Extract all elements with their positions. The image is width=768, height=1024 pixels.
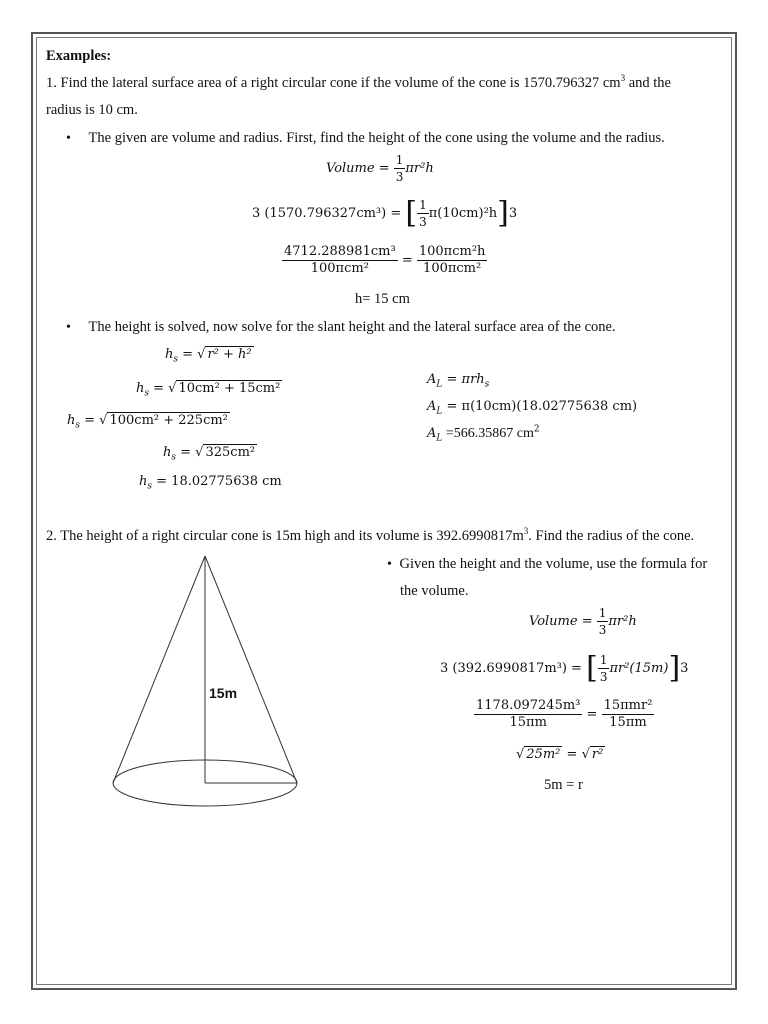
slant-lhs: h bbox=[139, 474, 148, 489]
area-lhs: A bbox=[427, 426, 437, 441]
p2-volume-formula bbox=[529, 605, 637, 638]
p1-result-h: h= 15 cm bbox=[355, 291, 410, 307]
p2-volume-rhs: πr²h bbox=[608, 614, 637, 629]
slant-eq-5 bbox=[139, 474, 282, 492]
slant-rad: 325cm² bbox=[205, 445, 256, 460]
p2-div-left-num: 1178.097245m³ bbox=[476, 698, 581, 713]
slant-eq: = bbox=[152, 474, 172, 489]
area-sup: 2 bbox=[533, 424, 540, 435]
p1-sub-inner: π(10cm)²h bbox=[428, 206, 498, 221]
cone-left-edge bbox=[113, 556, 205, 783]
p1-fraction-one-third bbox=[394, 152, 406, 185]
sqrt-icon: √ 25m² bbox=[516, 747, 561, 762]
area-sub: L bbox=[436, 379, 443, 390]
cone-height-label: 15m bbox=[209, 685, 238, 701]
p1-division bbox=[282, 244, 487, 277]
p2-sqrt-eq bbox=[516, 747, 605, 762]
problem1-line1-text: 1. Find the lateral surface area of a right circular cone if the volume of the cone is 1570.796327 cm bbox=[46, 75, 621, 91]
p1-div-left-num: 4712.288981cm³ bbox=[284, 244, 396, 259]
p2-sub-num: 1 bbox=[599, 653, 608, 667]
p2-div-right-num: 15πmr² bbox=[603, 698, 653, 713]
area-rhs: =566.35867 cm bbox=[442, 426, 534, 441]
slant-eq-1 bbox=[165, 347, 254, 365]
p1-sub-num: 1 bbox=[419, 198, 427, 212]
p1-div-left-den: 100πcm² bbox=[310, 261, 369, 276]
p1-sub-tail: 3 bbox=[508, 206, 518, 221]
p1-div-right-den: 100πcm² bbox=[423, 261, 482, 276]
left-bracket: [ bbox=[586, 650, 598, 686]
slant-eq: = bbox=[176, 445, 196, 460]
bullet-dot: • bbox=[387, 557, 392, 572]
p2-bullet-line2: the volume. bbox=[400, 583, 469, 599]
examples-heading: Examples: bbox=[46, 48, 112, 64]
p2-sub-tail: 3 bbox=[680, 661, 689, 676]
sqrt-icon: √ 10cm² + 15cm² bbox=[168, 381, 281, 396]
problem1-line1-end: and the bbox=[625, 75, 671, 91]
problem1-line1-sup: 3 bbox=[620, 73, 626, 84]
area-lhs: A bbox=[427, 372, 437, 387]
area-sub: L bbox=[436, 406, 443, 417]
p1-div-left bbox=[282, 244, 398, 277]
slant-sub: s bbox=[75, 420, 80, 431]
p2-frac-den: 3 bbox=[598, 623, 607, 637]
sqrt-icon: √ 100cm² + 225cm² bbox=[99, 413, 228, 428]
slant-lhs: h bbox=[67, 413, 76, 428]
p2-bullet-text: Given the height and the volume, use the formula for bbox=[399, 556, 708, 572]
slant-eq: = bbox=[149, 381, 169, 396]
equals-sign: = bbox=[401, 253, 413, 268]
p2-sub-inner: πr²(15m) bbox=[609, 661, 669, 676]
slant-eq-2 bbox=[136, 381, 282, 399]
p1-volume-rhs: πr²h bbox=[405, 161, 434, 176]
equals-sign: = bbox=[566, 747, 582, 762]
area-eq-1 bbox=[427, 372, 490, 390]
p2-substitution bbox=[440, 652, 688, 685]
area-eq-3 bbox=[427, 426, 540, 442]
bullet1-text: The given are volume and radius. First, find the height of the cone using the volume and the radius. bbox=[88, 130, 665, 146]
slant-rad: 100cm² + 225cm² bbox=[109, 413, 228, 428]
sqrt-icon: √ r² bbox=[581, 747, 604, 762]
area-rhs: = πrh bbox=[442, 372, 485, 387]
slant-lhs: h bbox=[165, 347, 174, 362]
problem2-line bbox=[46, 527, 694, 545]
bullet2-text: The height is solved, now solve for the slant height and the lateral surface area of the cone. bbox=[88, 319, 616, 335]
p2-fraction-one-third bbox=[597, 605, 609, 638]
slant-eq-4 bbox=[163, 445, 257, 463]
p2-sub-lhs: 3 (392.6990817m³) = bbox=[440, 661, 582, 676]
area-eq-2 bbox=[427, 399, 638, 417]
slant-rad: 10cm² + 15cm² bbox=[178, 381, 281, 396]
right-bracket: ] bbox=[668, 650, 681, 686]
p1-frac-den: 3 bbox=[395, 170, 404, 184]
slant-sub: s bbox=[147, 481, 152, 492]
equals-sign: = bbox=[586, 707, 598, 722]
sqrt-icon: √ 325cm² bbox=[195, 445, 256, 460]
problem2-end: . Find the radius of the cone. bbox=[528, 528, 695, 544]
problem1-line1 bbox=[46, 74, 671, 92]
p2-div-left-den: 15πm bbox=[509, 715, 547, 730]
p2-sub-den: 3 bbox=[599, 670, 608, 684]
problem1-line2: radius is 10 cm. bbox=[46, 102, 138, 118]
bullet1 bbox=[66, 129, 665, 148]
area-rhs-sub: s bbox=[484, 379, 490, 390]
p1-div-right bbox=[417, 244, 488, 277]
p2-div-left bbox=[474, 698, 582, 731]
slant-sub: s bbox=[173, 354, 178, 365]
sqrt-icon: √ r² + h² bbox=[197, 347, 252, 362]
area-sub: L bbox=[436, 433, 443, 444]
slant-lhs: h bbox=[136, 381, 145, 396]
cone-diagram bbox=[105, 550, 310, 810]
p1-div-right-num: 100πcm²h bbox=[418, 244, 486, 259]
p1-sub-lhs: 3 (1570.796327cm³) = bbox=[252, 206, 402, 221]
slant-sub: s bbox=[144, 388, 149, 399]
p1-volume-formula bbox=[326, 152, 434, 185]
problem2-sup: 3 bbox=[523, 526, 529, 537]
p2-bullet bbox=[387, 555, 707, 574]
p2-volume-lhs: Volume = bbox=[529, 614, 593, 629]
area-rhs: = π(10cm)(18.02775638 cm) bbox=[442, 399, 638, 414]
bullet-dot: • bbox=[66, 320, 71, 335]
right-bracket: ] bbox=[497, 195, 509, 231]
cone-right-edge bbox=[205, 556, 297, 783]
slant-eq-3 bbox=[67, 413, 230, 431]
p2-division bbox=[474, 698, 654, 731]
p2-sqrt-left: 25m² bbox=[526, 747, 561, 762]
p2-sub-fraction bbox=[598, 652, 610, 685]
slant-eq: = bbox=[178, 347, 198, 362]
p1-volume-lhs: Volume = bbox=[326, 161, 390, 176]
slant-rad: r² + h² bbox=[207, 347, 252, 362]
slant-sub: s bbox=[171, 452, 176, 463]
bullet-dot: • bbox=[66, 131, 71, 146]
p2-div-right-den: 15πm bbox=[609, 715, 647, 730]
area-lhs: A bbox=[427, 399, 437, 414]
p2-result-r: 5m = r bbox=[544, 777, 583, 793]
slant-lhs: h bbox=[163, 445, 172, 460]
p2-sqrt-right: r² bbox=[591, 747, 604, 762]
p1-sub-den: 3 bbox=[419, 215, 427, 229]
slant-value: 18.02775638 cm bbox=[171, 474, 282, 489]
p1-substitution bbox=[252, 197, 517, 230]
p1-frac-num: 1 bbox=[395, 153, 404, 167]
slant-eq: = bbox=[80, 413, 100, 428]
p2-div-right bbox=[602, 698, 655, 731]
left-bracket: [ bbox=[405, 195, 418, 231]
p2-frac-num: 1 bbox=[598, 606, 607, 620]
p1-sub-fraction bbox=[417, 197, 429, 230]
bullet2 bbox=[66, 318, 616, 337]
problem2-text: 2. The height of a right circular cone is 15m high and its volume is 392.6990817m bbox=[46, 528, 524, 544]
